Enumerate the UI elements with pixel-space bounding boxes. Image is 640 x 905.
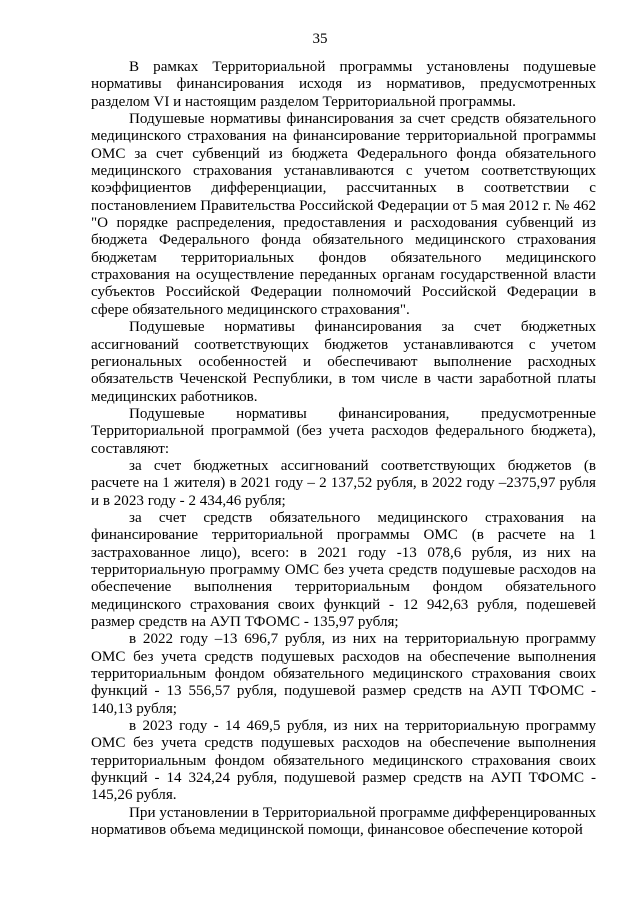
paragraph-oms-2023: в 2023 году - 14 469,5 рубля, из них на территориальную программу ОМС без учета средств подушевых расходов на обеспечение выполнения территориальным фондом обязательного медицинского страхования своих функций - 14 324,24 рубля, подушевой размер средств на АУП ТФОМС - 145,26 рубля.: [91, 718, 596, 804]
page-number: 35: [312, 31, 328, 47]
paragraph-oms-norms: Подушевые нормативы финансирования за счет средств обязательного медицинского страхования на финансирование территориальной программы ОМС за счет субвенций из бюджета Федерального фонда обязательного медицинского страхования устанавливаются с учетом соответствующих коэффициентов дифференциации, рассчитанных в соответствии с постановлением Правительства Российской Федерации от 5 мая 2012 г. № 462 "О порядке распределения, предоставления и расходования субвенций из бюджета Федерального фонда обязательного медицинского страхования бюджетам территориальных фондов обязательного медицинского страхования на осуществление переданных органам государственной власти субъектов Российской Федерации полномочий Российской Федерации в сфере обязательного медицинского страхования".: [91, 111, 596, 318]
paragraph-differentiated-norms: При установлении в Территориальной программе дифференцированных нормативов объема медицинской помощи, финансовое обеспечение которой: [91, 804, 596, 839]
paragraph-budget-norms: Подушевые нормативы финансирования за счет бюджетных ассигнований соответствующих бюджетов устанавливаются с учетом региональных особенностей и обеспечивают выполнение расходных обязательств Чеченской Республики, в том числе в части заработной платы медицинских работников.: [91, 319, 596, 405]
paragraph-per-capita-intro: В рамках Территориальной программы установлены подушевые нормативы финансирования исходя из нормативов, предусмотренных разделом VI и настоящим разделом Территориальной программы.: [91, 59, 596, 110]
paragraph-oms-2021: за счет средств обязательного медицинского страхования на финансирование территориальной программы ОМС (в расчете на 1 застрахованное лицо), всего: в 2021 году -13 078,6 рубля, из них на территориальную программу ОМС без учета средств подушевые расходов на обеспечение выполнения территориальным фондом обязательного медицинского страхования своих функций - 12 942,63 рубля, подешевей размер средств на АУП ТФОМС - 135,97 рубля;: [91, 509, 596, 630]
paragraph-oms-2022: в 2022 году –13 696,7 рубля, из них на территориальную программу ОМС без учета средств подушевых расходов на обеспечение выполнения территориальным фондом обязательного медицинского страхования своих функций - 13 556,57 рубля, подушевой размер средств на АУП ТФОМС - 140,13 рубля;: [91, 631, 596, 717]
paragraph-norms-amount-intro: Подушевые нормативы финансирования, предусмотренные Территориальной программой (без учета расходов федерального бюджета), составляют:: [91, 405, 596, 457]
paragraph-budget-amounts: за счет бюджетных ассигнований соответствующих бюджетов (в расчете на 1 жителя) в 2021 году – 2 137,52 рубля, в 2022 году –2375,97 рубля и в 2023 году - 2 434,46 рубля;: [91, 457, 596, 509]
document-body: [91, 59, 596, 839]
